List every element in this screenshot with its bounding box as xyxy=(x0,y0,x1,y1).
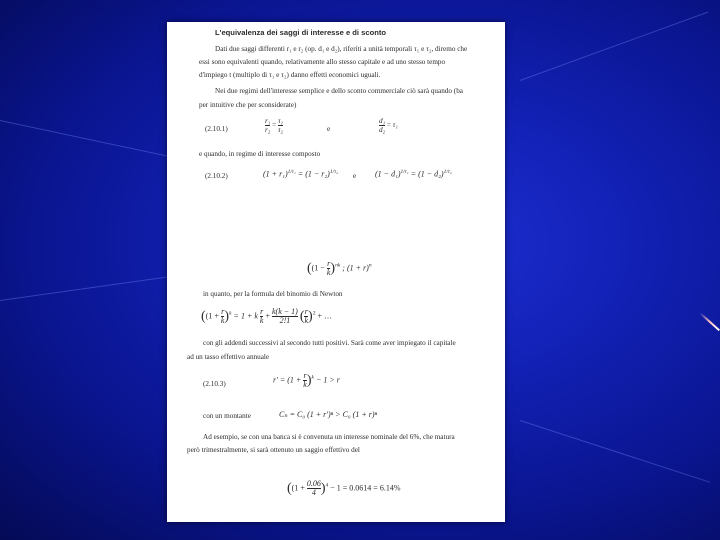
line-compound-regime: e quando, in regime di interesse composto xyxy=(199,150,321,158)
equation-2-10-1-connector: e xyxy=(327,125,331,133)
equation-2-10-2-connector: e xyxy=(353,172,357,180)
doc-title: L'equivalenza dei saggi di interesse e di sconto xyxy=(215,28,387,37)
para1-line2: essi sono equivalenti quando, relativamente allo stesso capitale e ad uno stesso tempo xyxy=(199,58,446,66)
equation-2-10-3: r' = (1 + $\frac{r}{k}$ )$^k$ − 1 > r xyxy=(273,371,340,389)
equation-2-10-2-right: $(1 - d_1)^{1/\tau_1} = (1 - d_2)^{1/\tau_2}$ xyxy=(375,169,452,179)
para1-line3: d'impiego t (multiplo di τ₁ e τ₂) danno effetti economici uguali. xyxy=(199,71,381,79)
para4-line1: Ad esempio, se con una banca si è convenuta un interesse nominale del 6%, che matura xyxy=(203,433,455,441)
equation-binomial-expansion: ((1 + $\frac{r}{k}$ )$^k$ = 1 + k $\frac{r}{k}$ + $\frac{k(k - 1)}{2!1}$ ( $\frac{r}{k}$ )$^2$ + … xyxy=(201,307,332,325)
para4-line2: però trimestralmente, si sarà ottenuto un saggio effettivo del xyxy=(187,446,360,454)
para2-line1: Nei due regimi dell'interesse semplice e dello sconto commerciale ciò sarà quando (ba xyxy=(215,87,463,95)
equation-2-10-2-left: $(1 + r_1)^{1/\tau_1} = (1 - r_2)^{1/\tau_2}$ xyxy=(263,169,338,179)
equation-2-10-1-right: $\frac{\text{d₁}}{\text{d₂}}$ = τ₁ xyxy=(379,117,398,134)
equation-montante: Cₙ = C₀ (1 + r')ⁿ > C₀ (1 + r)ⁿ xyxy=(279,410,378,419)
equation-label-2-10-3: (2.10.3) xyxy=(203,380,226,388)
equation-label-2-10-2: (2.10.2) xyxy=(205,172,228,180)
equation-label-2-10-1: (2.10.1) xyxy=(205,125,228,133)
para1-line1: Dati due saggi differenti r₁ e r₂ (op. d₁ e d₂), riferiti a unità temporali τ₁ e τ₂, diremo che xyxy=(215,45,468,53)
equation-2-10-1-left: $\frac{\text{r₁}}{\text{r₂}}$ = $\frac{\text{τ₁}}{\text{τ₂}}$ xyxy=(265,117,284,134)
scanned-document-page xyxy=(167,22,505,522)
line-newton-binomial: in quanto, per la formula del binomio di Newton xyxy=(203,290,343,298)
light-streak xyxy=(699,312,720,331)
equation-compound-expressions: ((1 − $\frac{r}{k}$ )$^{nk}$ ; $(1 + r)^n$ xyxy=(307,259,372,277)
equation-effective-rate-example: ((1 + $\frac{0.06}{4}$ )$^4$ − 1 = 0.0614 = 6.14% xyxy=(287,479,401,497)
para3-line1: con gli addendi successivi al secondo tutti positivi. Sarà come aver impiegato il capitale xyxy=(203,339,456,347)
para3-line2: ad un tasso effettivo annuale xyxy=(187,353,270,361)
para2-line2: per intuitive che per sconsiderate) xyxy=(199,101,297,109)
line-montante: con un montante xyxy=(203,412,251,420)
